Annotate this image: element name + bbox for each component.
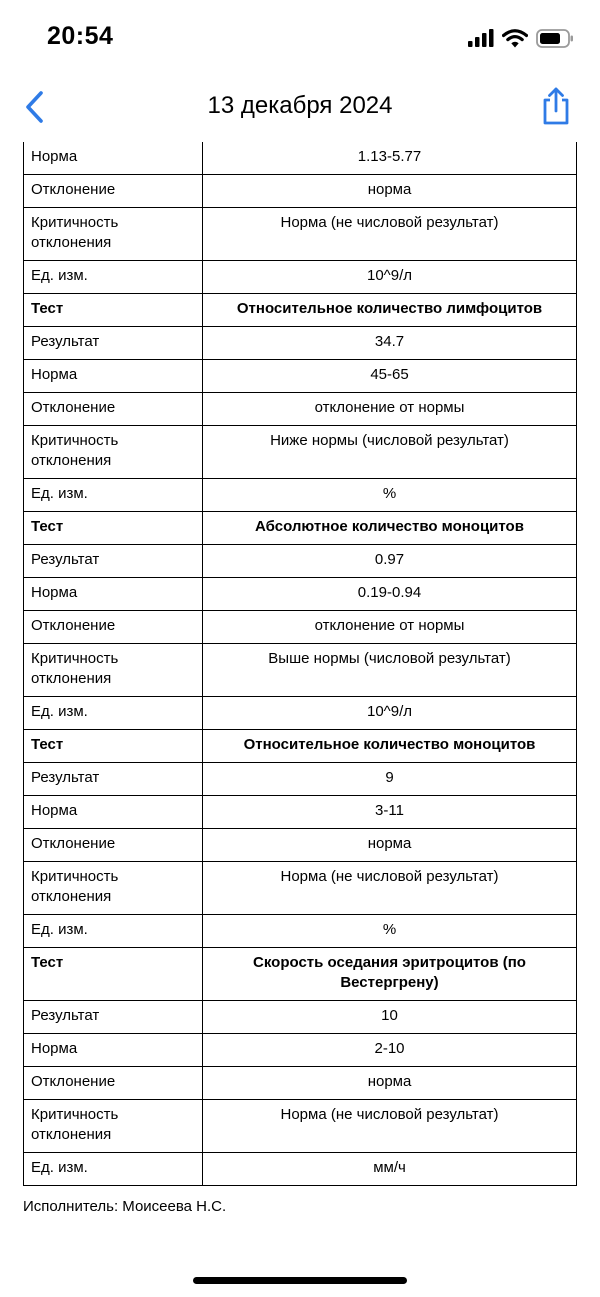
test-header-row [24,948,577,1001]
row-label: Критичность отклонения [24,862,203,915]
row-label: Норма [24,1034,203,1067]
row-value: Относительное количество моноцитов [203,730,577,763]
row-value: 0.97 [203,545,577,578]
status-bar [0,0,600,72]
row-value: Скорость оседания эритроцитов (по Вестергрену) [203,948,577,1001]
battery-icon [536,29,574,48]
results-table [23,142,577,1186]
table-row [24,142,577,175]
row-value: 2-10 [203,1034,577,1067]
row-label: Норма [24,142,203,175]
row-label: Отклонение [24,829,203,862]
table-row [24,1100,577,1153]
status-icons [468,27,574,49]
row-label: Результат [24,763,203,796]
test-header-row [24,294,577,327]
row-label: Критичность отклонения [24,1100,203,1153]
row-label: Отклонение [24,611,203,644]
row-label: Отклонение [24,175,203,208]
row-value: Норма (не числовой результат) [203,862,577,915]
page-title: 13 декабря 2024 [207,92,393,119]
row-value: Норма (не числовой результат) [203,208,577,261]
row-label: Ед. изм. [24,697,203,730]
row-label: Критичность отклонения [24,426,203,479]
row-value: 45-65 [203,360,577,393]
row-value: 0.19-0.94 [203,578,577,611]
table-row [24,360,577,393]
table-row [24,697,577,730]
row-value: Относительное количество лимфоцитов [203,294,577,327]
row-value: Ниже нормы (числовой результат) [203,426,577,479]
row-value: норма [203,1067,577,1100]
row-value: мм/ч [203,1153,577,1186]
row-value: норма [203,175,577,208]
row-value: 10^9/л [203,261,577,294]
row-value: 10 [203,1001,577,1034]
home-indicator[interactable] [193,1277,407,1284]
row-value: % [203,479,577,512]
share-button[interactable] [540,86,572,126]
row-value: 9 [203,763,577,796]
table-row [24,261,577,294]
table-row [24,545,577,578]
row-label: Результат [24,327,203,360]
row-label: Тест [24,948,203,1001]
row-label: Результат [24,545,203,578]
table-row [24,644,577,697]
row-value: 1.13-5.77 [203,142,577,175]
table-row [24,1001,577,1034]
test-header-row [24,730,577,763]
table-row [24,829,577,862]
table-row [24,1067,577,1100]
table-row [24,1153,577,1186]
cellular-signal-icon [468,29,494,47]
row-label: Результат [24,1001,203,1034]
table-row [24,479,577,512]
table-row [24,611,577,644]
wifi-icon [502,29,528,48]
table-row [24,915,577,948]
row-label: Ед. изм. [24,261,203,294]
performer-text: Исполнитель: Моисеева Н.С. [23,1198,227,1215]
results-scroll-area[interactable] [0,142,600,1192]
row-value: Абсолютное количество моноцитов [203,512,577,545]
table-row [24,796,577,829]
row-value: 3-11 [203,796,577,829]
row-label: Норма [24,360,203,393]
status-time: 20:54 [47,22,114,50]
nav-bar [0,78,600,136]
row-label: Тест [24,730,203,763]
row-label: Ед. изм. [24,915,203,948]
row-value: Выше нормы (числовой результат) [203,644,577,697]
table-row [24,578,577,611]
table-row [24,327,577,360]
table-row [24,208,577,261]
row-label: Ед. изм. [24,479,203,512]
row-label: Отклонение [24,1067,203,1100]
table-row [24,1034,577,1067]
test-header-row [24,512,577,545]
table-row [24,426,577,479]
row-value: % [203,915,577,948]
row-label: Норма [24,796,203,829]
row-label: Тест [24,512,203,545]
row-value: норма [203,829,577,862]
row-label: Критичность отклонения [24,644,203,697]
share-icon [540,86,572,126]
table-row [24,175,577,208]
table-row [24,862,577,915]
row-value: отклонение от нормы [203,393,577,426]
table-row [24,393,577,426]
row-label: Тест [24,294,203,327]
row-label: Ед. изм. [24,1153,203,1186]
row-label: Критичность отклонения [24,208,203,261]
table-row [24,763,577,796]
row-label: Отклонение [24,393,203,426]
row-value: 10^9/л [203,697,577,730]
row-value: Норма (не числовой результат) [203,1100,577,1153]
row-label: Норма [24,578,203,611]
row-value: отклонение от нормы [203,611,577,644]
row-value: 34.7 [203,327,577,360]
